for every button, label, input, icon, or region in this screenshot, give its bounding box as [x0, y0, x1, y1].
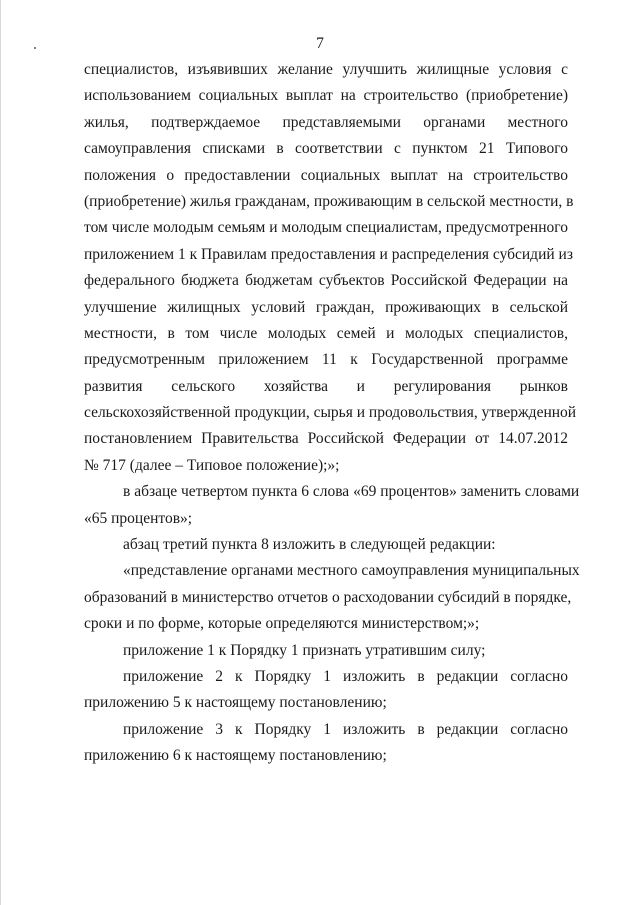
- text-line: приложение 3 к Порядку 1 изложить в редакции согласно: [123, 720, 568, 738]
- text-line: специалистов, изъявивших желание улучшить жилищные условия с: [84, 61, 568, 78]
- text-line: № 717 (далее – Типовое положение);»;: [84, 456, 340, 474]
- text-line: том числе молодым семьям и молодым специалистам, предусмотренного: [84, 219, 568, 237]
- text-line: приложение 1 к Порядку 1 признать утратившим силу;: [123, 641, 486, 659]
- text-line: сроки и по форме, которые определяются министерством;»;: [84, 615, 480, 633]
- text-line: сельскохозяйственной продукции, сырья и продовольствия, утвержденной: [84, 404, 577, 422]
- text-line: развития сельского хозяйства и регулирования рынков: [84, 377, 568, 395]
- text-line: постановлением Правительства Российской Федерации от 14.07.2012: [84, 430, 568, 448]
- text-line: самоуправления списками в соответствии с пунктом 21 Типового: [84, 140, 568, 158]
- body-text: [84, 57, 580, 770]
- text-line: предусмотренным приложением 11 к Государственной программе: [84, 351, 568, 369]
- text-line: использованием социальных выплат на строительство (приобретение): [84, 87, 568, 105]
- text-line: образований в министерство отчетов о расходовании субсидий в порядке,: [84, 588, 572, 606]
- text-line: «65 процентов»;: [84, 509, 193, 527]
- scan-edge: [0, 0, 1, 905]
- text-line: приложение 2 к Порядку 1 изложить в редакции согласно: [123, 667, 568, 685]
- text-line: положения о предоставлении социальных выплат на строительство: [84, 166, 568, 184]
- page-number: 7: [316, 35, 324, 52]
- text-line: приложением 1 к Правилам предоставления и распределения субсидий из: [84, 245, 573, 263]
- text-line: абзац третий пункта 8 изложить в следующей редакции:: [123, 536, 496, 554]
- text-line: улучшение жилищных условий граждан, проживающих в сельской: [84, 298, 568, 316]
- text-line: «представление органами местного самоуправления муниципальных: [123, 562, 580, 580]
- text-line: федерального бюджета бюджетам субъектов Российской Федерации на: [84, 272, 568, 290]
- text-line: жилья, подтверждаемое представляемыми органами местного: [84, 113, 568, 131]
- text-line: в абзаце четвертом пункта 6 слова «69 процентов» заменить словами: [123, 483, 580, 501]
- text-line: приложению 6 к настоящему постановлению;: [84, 747, 387, 765]
- text-line: (приобретение) жилья гражданам, проживающим в сельской местности, в: [84, 192, 574, 210]
- text-line: местности, в том числе молодых семей и молодых специалистов,: [84, 324, 568, 342]
- text-line: приложению 5 к настоящему постановлению;: [84, 694, 387, 712]
